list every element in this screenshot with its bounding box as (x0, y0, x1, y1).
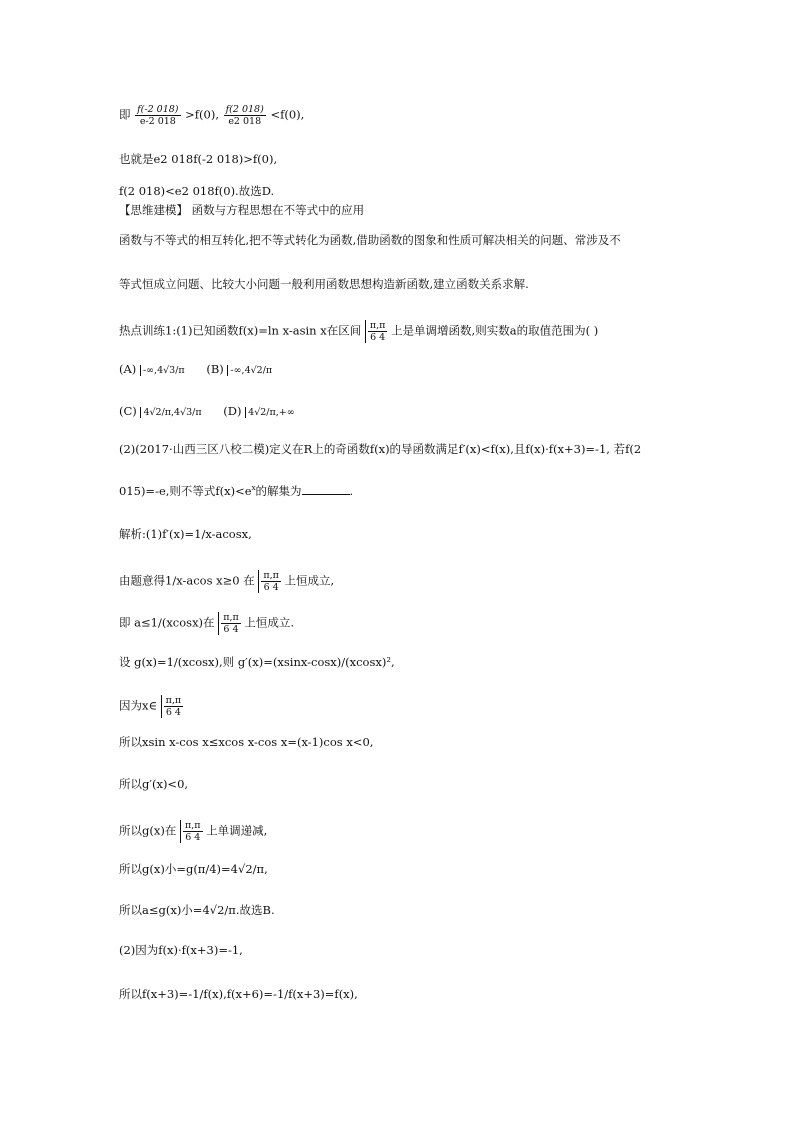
section-heading: 【思维建模】 函数与方程思想在不等式中的应用 (119, 203, 365, 217)
solution-2: 由题意得1/x-acos x≥0 在 $\frac{\pi,\pi}{6 4}$ 上恒成立, (119, 570, 335, 593)
options-row-1: (A) -∞,4√3/π (B) -∞,4√2/π (119, 362, 273, 376)
question-1: 热点训练1:(1)已知函数f(x)=ln x-asin x在区间 $\frac{\pi,\pi}{6 4}$ 上是单调增函数,则实数a的取值范围为( ) (119, 320, 599, 343)
paragraph-line-2: 等式恒成立问题、比较大小问题一般利用函数思想构造新函数,建立函数关系求解. (119, 277, 529, 291)
solution-3: 即 a≤1/(xcosx)在 $\frac{\pi,\pi}{6 4}$ 上恒成立. (119, 612, 295, 635)
line-2: 也就是e2 018f(-2 018)>f(0), (119, 152, 278, 166)
interval: $\frac{\pi,\pi}{6 4}$ (180, 820, 203, 843)
fraction: $\frac{f(2 018)}{e2 018}$ (225, 104, 264, 127)
solution-6: 所以xsin x-cos x≤xcos x-cos x=(x-1)cos x<0, (119, 735, 374, 749)
solution-4: 设 g(x)=1/(xcosx),则 g′(x)=(xsinx-cosx)/(xcosx)², (119, 655, 395, 669)
solution-9: 所以g(x)小=g(π/4)=4√2/π, (119, 862, 268, 876)
question-2-line-2: 015)=-e,则不等式$f(x)<e^x$的解集为 . (119, 484, 354, 498)
line-1: 即 $\frac{f(-2 018)}{e-2 018}$ >f(0), $\frac{f(2 018)}{e2 018}$ <f(0), (119, 104, 305, 127)
interval: $\frac{\pi,\pi}{6 4}$ (218, 612, 241, 635)
interval: $\frac{\pi,\pi}{6 4}$ (258, 570, 281, 593)
paragraph-line-1: 函数与不等式的相互转化,把不等式转化为函数,借助函数的图象和性质可解决相关的问题、常涉及不 (119, 233, 621, 247)
fraction: $\frac{f(-2 018)}{e-2 018}$ (137, 104, 179, 127)
option-c: 4√2/π,4√3/π (140, 407, 201, 418)
solution-12: 所以f(x+3)=-1/f(x),f(x+6)=-1/f(x+3)=f(x), (119, 987, 358, 1001)
option-b: -∞,4√2/π (227, 365, 272, 376)
text: 即 (119, 107, 131, 122)
interval: $\frac{\pi,\pi}{6 4}$ (161, 695, 184, 718)
solution-1: 解析:(1)f′(x)=1/x-acosx, (119, 527, 252, 541)
solution-10: 所以a≤g(x)小=4√2/π.故选B. (119, 903, 275, 917)
question-2-line-1: (2)(2017·山西三区八校二模)定义在R上的奇函数f(x)的导函数满足f′(x)<f(x),且f(x)·f(x+3)=-1, 若f(2 (119, 442, 642, 456)
option-d: 4√2/π,+∞ (245, 407, 294, 418)
solution-11: (2)因为f(x)·f(x+3)=-1, (119, 943, 243, 957)
options-row-2: (C) 4√2/π,4√3/π (D) 4√2/π,+∞ (119, 404, 295, 418)
interval: $\frac{\pi,\pi}{6 4}$ (365, 320, 388, 343)
option-a: -∞,4√3/π (140, 365, 185, 376)
answer-blank (302, 484, 350, 495)
solution-8: 所以g(x)在 $\frac{\pi,\pi}{6 4}$ 上单调递减, (119, 820, 268, 843)
line-3: f(2 018)<e2 018f(0).故选D. (119, 184, 275, 198)
solution-7: 所以g′(x)<0, (119, 777, 189, 791)
solution-5: 因为x∈ $\frac{\pi,\pi}{6 4}$ (119, 695, 182, 718)
